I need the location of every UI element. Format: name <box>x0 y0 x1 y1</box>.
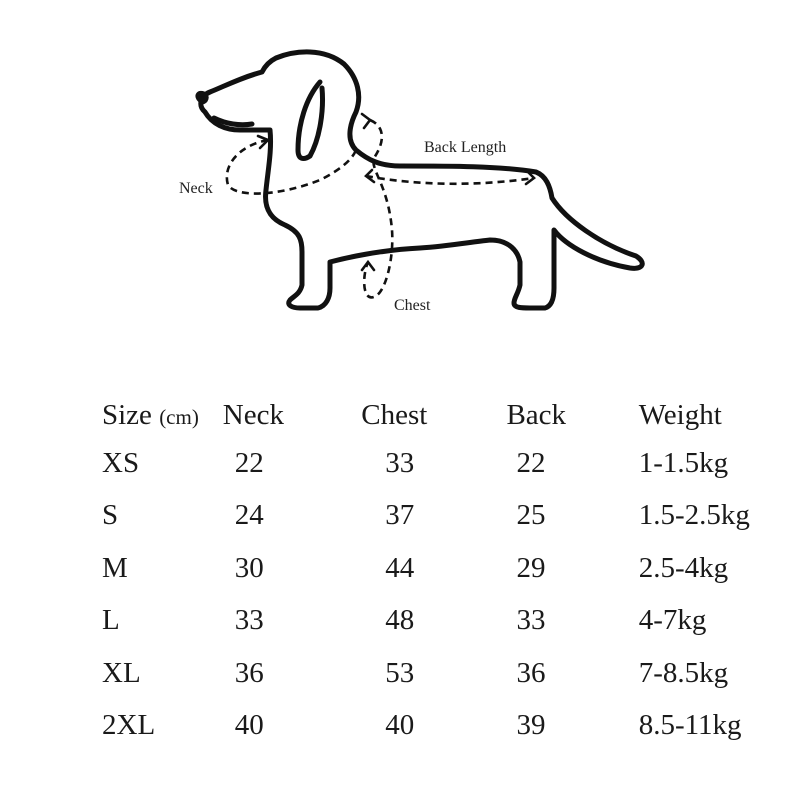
neck-cell: 22 <box>234 446 264 479</box>
dachshund-outline-icon <box>198 52 642 308</box>
back-cell: 22 <box>516 446 546 479</box>
back-column-header: Back <box>506 398 567 431</box>
weight-cell: 1.5-2.5kg <box>638 499 750 532</box>
chest-cell: 48 <box>385 604 415 637</box>
back-length-label: Back Length <box>424 139 507 156</box>
size-cell: 2XL <box>102 709 156 742</box>
back-cell: 25 <box>516 499 546 532</box>
weight-cell: 8.5-11kg <box>638 709 742 742</box>
table-row <box>96 437 800 490</box>
neck-label: Neck <box>179 180 213 197</box>
back-cell: 29 <box>516 551 546 584</box>
neck-cell: 33 <box>234 604 264 637</box>
weight-cell: 7-8.5kg <box>638 656 729 689</box>
size-cell: L <box>102 604 120 637</box>
neck-cell: 40 <box>234 709 264 742</box>
size-cell: M <box>102 551 128 584</box>
weight-cell: 4-7kg <box>638 604 707 637</box>
neck-cell: 36 <box>234 656 264 689</box>
chest-cell: 53 <box>385 656 415 689</box>
back-cell: 36 <box>516 656 546 689</box>
chest-cell: 44 <box>385 551 415 584</box>
size-cell: S <box>102 499 119 532</box>
table-row <box>96 595 800 648</box>
size-cell: XS <box>102 446 140 479</box>
chest-label: Chest <box>394 297 431 314</box>
size-header-label: Size <box>102 398 152 431</box>
weight-column-header: Weight <box>638 398 722 431</box>
neck-column-header: Neck <box>222 398 284 431</box>
table-row <box>96 647 800 700</box>
neck-cell: 24 <box>234 499 264 532</box>
back-cell: 39 <box>516 709 546 742</box>
chest-cell: 37 <box>385 499 415 532</box>
unit-label: (cm) <box>159 404 199 429</box>
table-row <box>96 490 800 543</box>
table-header-row <box>96 393 800 437</box>
table-row <box>96 700 800 753</box>
weight-cell: 2.5-4kg <box>638 551 729 584</box>
weight-cell: 1-1.5kg <box>638 446 729 479</box>
chest-cell: 33 <box>385 446 415 479</box>
neck-cell: 30 <box>234 551 264 584</box>
chest-column-header: Chest <box>361 398 428 431</box>
back-cell: 33 <box>516 604 546 637</box>
chest-cell: 40 <box>385 709 415 742</box>
size-chart-table <box>96 393 800 752</box>
table-row <box>96 542 800 595</box>
size-column-header <box>96 393 223 437</box>
size-cell: XL <box>102 656 141 689</box>
dog-measurement-diagram <box>0 0 800 340</box>
